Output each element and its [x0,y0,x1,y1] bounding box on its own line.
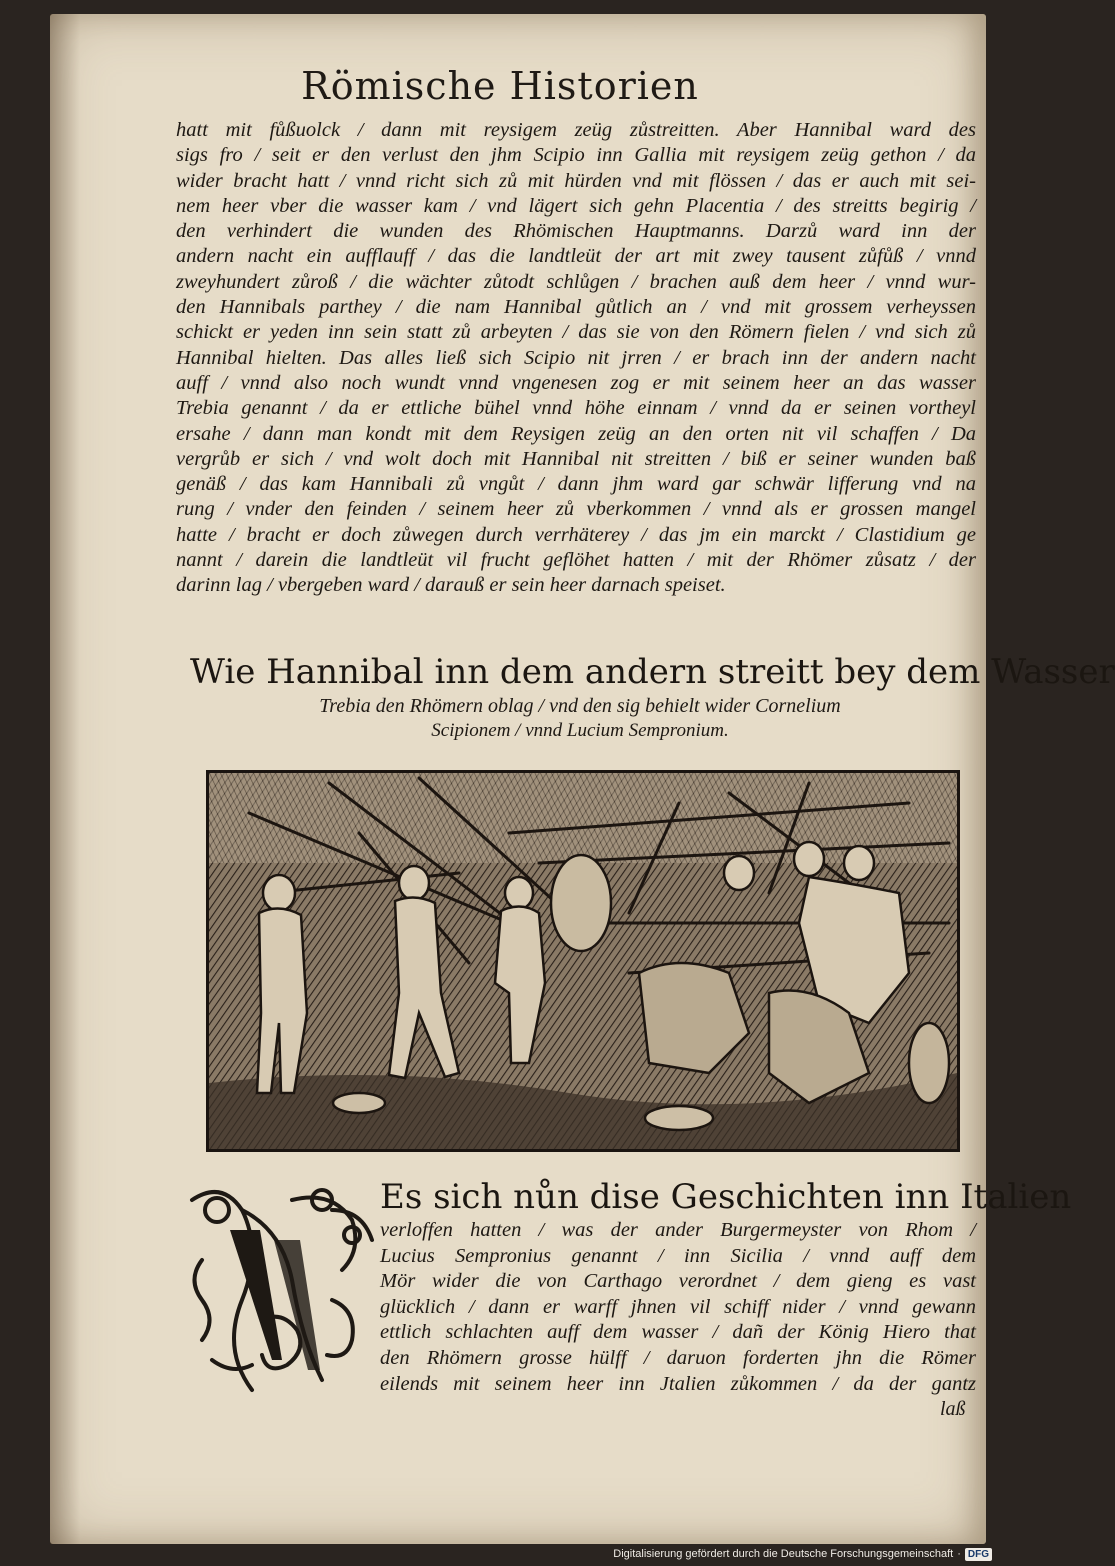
ornamental-letter-w [182,1170,380,1406]
dfg-logo: DFG [965,1548,992,1561]
text-line: Lucius Sempronius genannt / inn Sicilia / vnnd auff dem [380,1244,976,1267]
catchword: laß [940,1398,966,1420]
text-line: den verhindert die wunden des Rhömischen Hauptmanns. Darzů ward inn der [176,220,976,243]
text-line: eilends mit seinem heer inn Jtalien zůkommen / da der gantz [380,1372,976,1395]
text-line: hatte / bracht er doch zůwegen durch verrhäterey / das jm ein marckt / Clastidium ge [176,523,976,546]
chapter-subheading-2: Scipionem / vnnd Lucium Sempronium. [431,720,729,741]
text-line: andern nacht ein aufflauff / das die landtleüt der art mit zwey tausent zůfůß / vnnd [176,245,976,268]
text-line: Hannibal hielten. Das alles ließ sich Scipio nit jrren / er brach inn der andern nacht [176,346,976,369]
chapter-subheading-1: Trebia den Rhömern oblag / vnd den sig behielt wider Cornelium [319,695,841,717]
text-line: auff / vnnd also noch wundt vnnd vngenesen zog er mit seinem heer an das wasser [176,371,976,394]
text-line: vergrůb er sich / vnd wolt doch mit Hannibal nit streitten / biß er seiner wunden baß [176,447,976,470]
footer-credit: Digitalisierung gefördert durch die Deutsche Forschungsgemeinschaft [613,1548,954,1560]
text-line: wider bracht hatt / vnnd richt sich zů mit hürden vnd mit flössen / das er auch mit sei- [176,169,976,192]
text-line: nannt / darein die landtleüt vil frucht geflöhet hatten / mit der Rhömer zůsatz / der [176,549,976,572]
text-line: darinn lag / vbergeben ward / darauß er sein heer darnach speiset. [176,574,726,597]
text-line: sigs fro / seit er den verlust den jhm Scipio inn Gallia mit reysigem zeüg gethon / da [176,144,976,167]
text-line: rung / vnder den feinden / seinem heer zů vberkommen / vnnd als er grossen mangel [176,498,976,521]
text-line: den Rhömern grosse hülff / daruon forderten jhn die Römer [380,1346,976,1369]
text-line: den Hannibals parthey / die nam Hannibal gůtlich an / vnd mit grossem verheyssen [176,296,976,319]
paragraph-1 [176,118,976,599]
text-line: genäß / das kam Hannibali zů vngůt / dann jhm ward gar schwär lifferung vnd na [176,473,976,496]
text-line: schickt er yeden inn sein statt zů arbeyten / das sie von den Römern fielen / vnd sich zů [176,321,976,344]
running-head: Römische Historien [301,64,699,108]
text-line: ersahe / dann man kondt mit dem Reysigen zeüg an den orten nit vil schaffen / Da [176,422,976,445]
paragraph-2-first-line: Es sich nůn dise Geschichten inn Italien [380,1177,1072,1217]
text-line: glücklich / dann er warff jhnen vil schiff nider / vnnd gewann [380,1295,976,1318]
text-line: ettlich schlachten auff dem wasser / dañ der König Hiero that [380,1321,976,1344]
text-line: verloffen hatten / was der ander Burgermeyster von Rhom / [380,1219,976,1241]
paragraph-2 [380,1176,1072,1397]
text-line: zweyhundert zůroß / die wächter zůtodt schlůgen / brachen auß dem heer / vnnd wur- [176,270,976,293]
page-gutter-shadow [50,14,80,1544]
woodcut-image [209,773,957,1149]
digitization-footer: Digitalisierung gefördert durch die Deutsche Forschungsgemeinschaft · DFG [613,1544,992,1564]
text-line: nem heer vber die wasser kam / vnd lägert sich gehn Placentia / des streitts begirig / [176,194,976,217]
battle-woodcut-illustration [206,770,960,1152]
text-line: hatt mit fůßuolck / dann mit reysigem zeüg zůstreitten. Aber Hannibal ward des [176,119,976,141]
chapter-heading: Wie Hannibal inn dem andern streitt bey dem Wasser [190,652,1115,692]
decorated-initial-w [182,1170,380,1406]
text-line: Trebia genannt / da er ettliche bühel vnnd höhe einnam / vnnd da er seinen vortheyl [176,397,976,420]
text-line: Mör wider die von Carthago verordnet / dem gieng es vast [380,1270,976,1293]
